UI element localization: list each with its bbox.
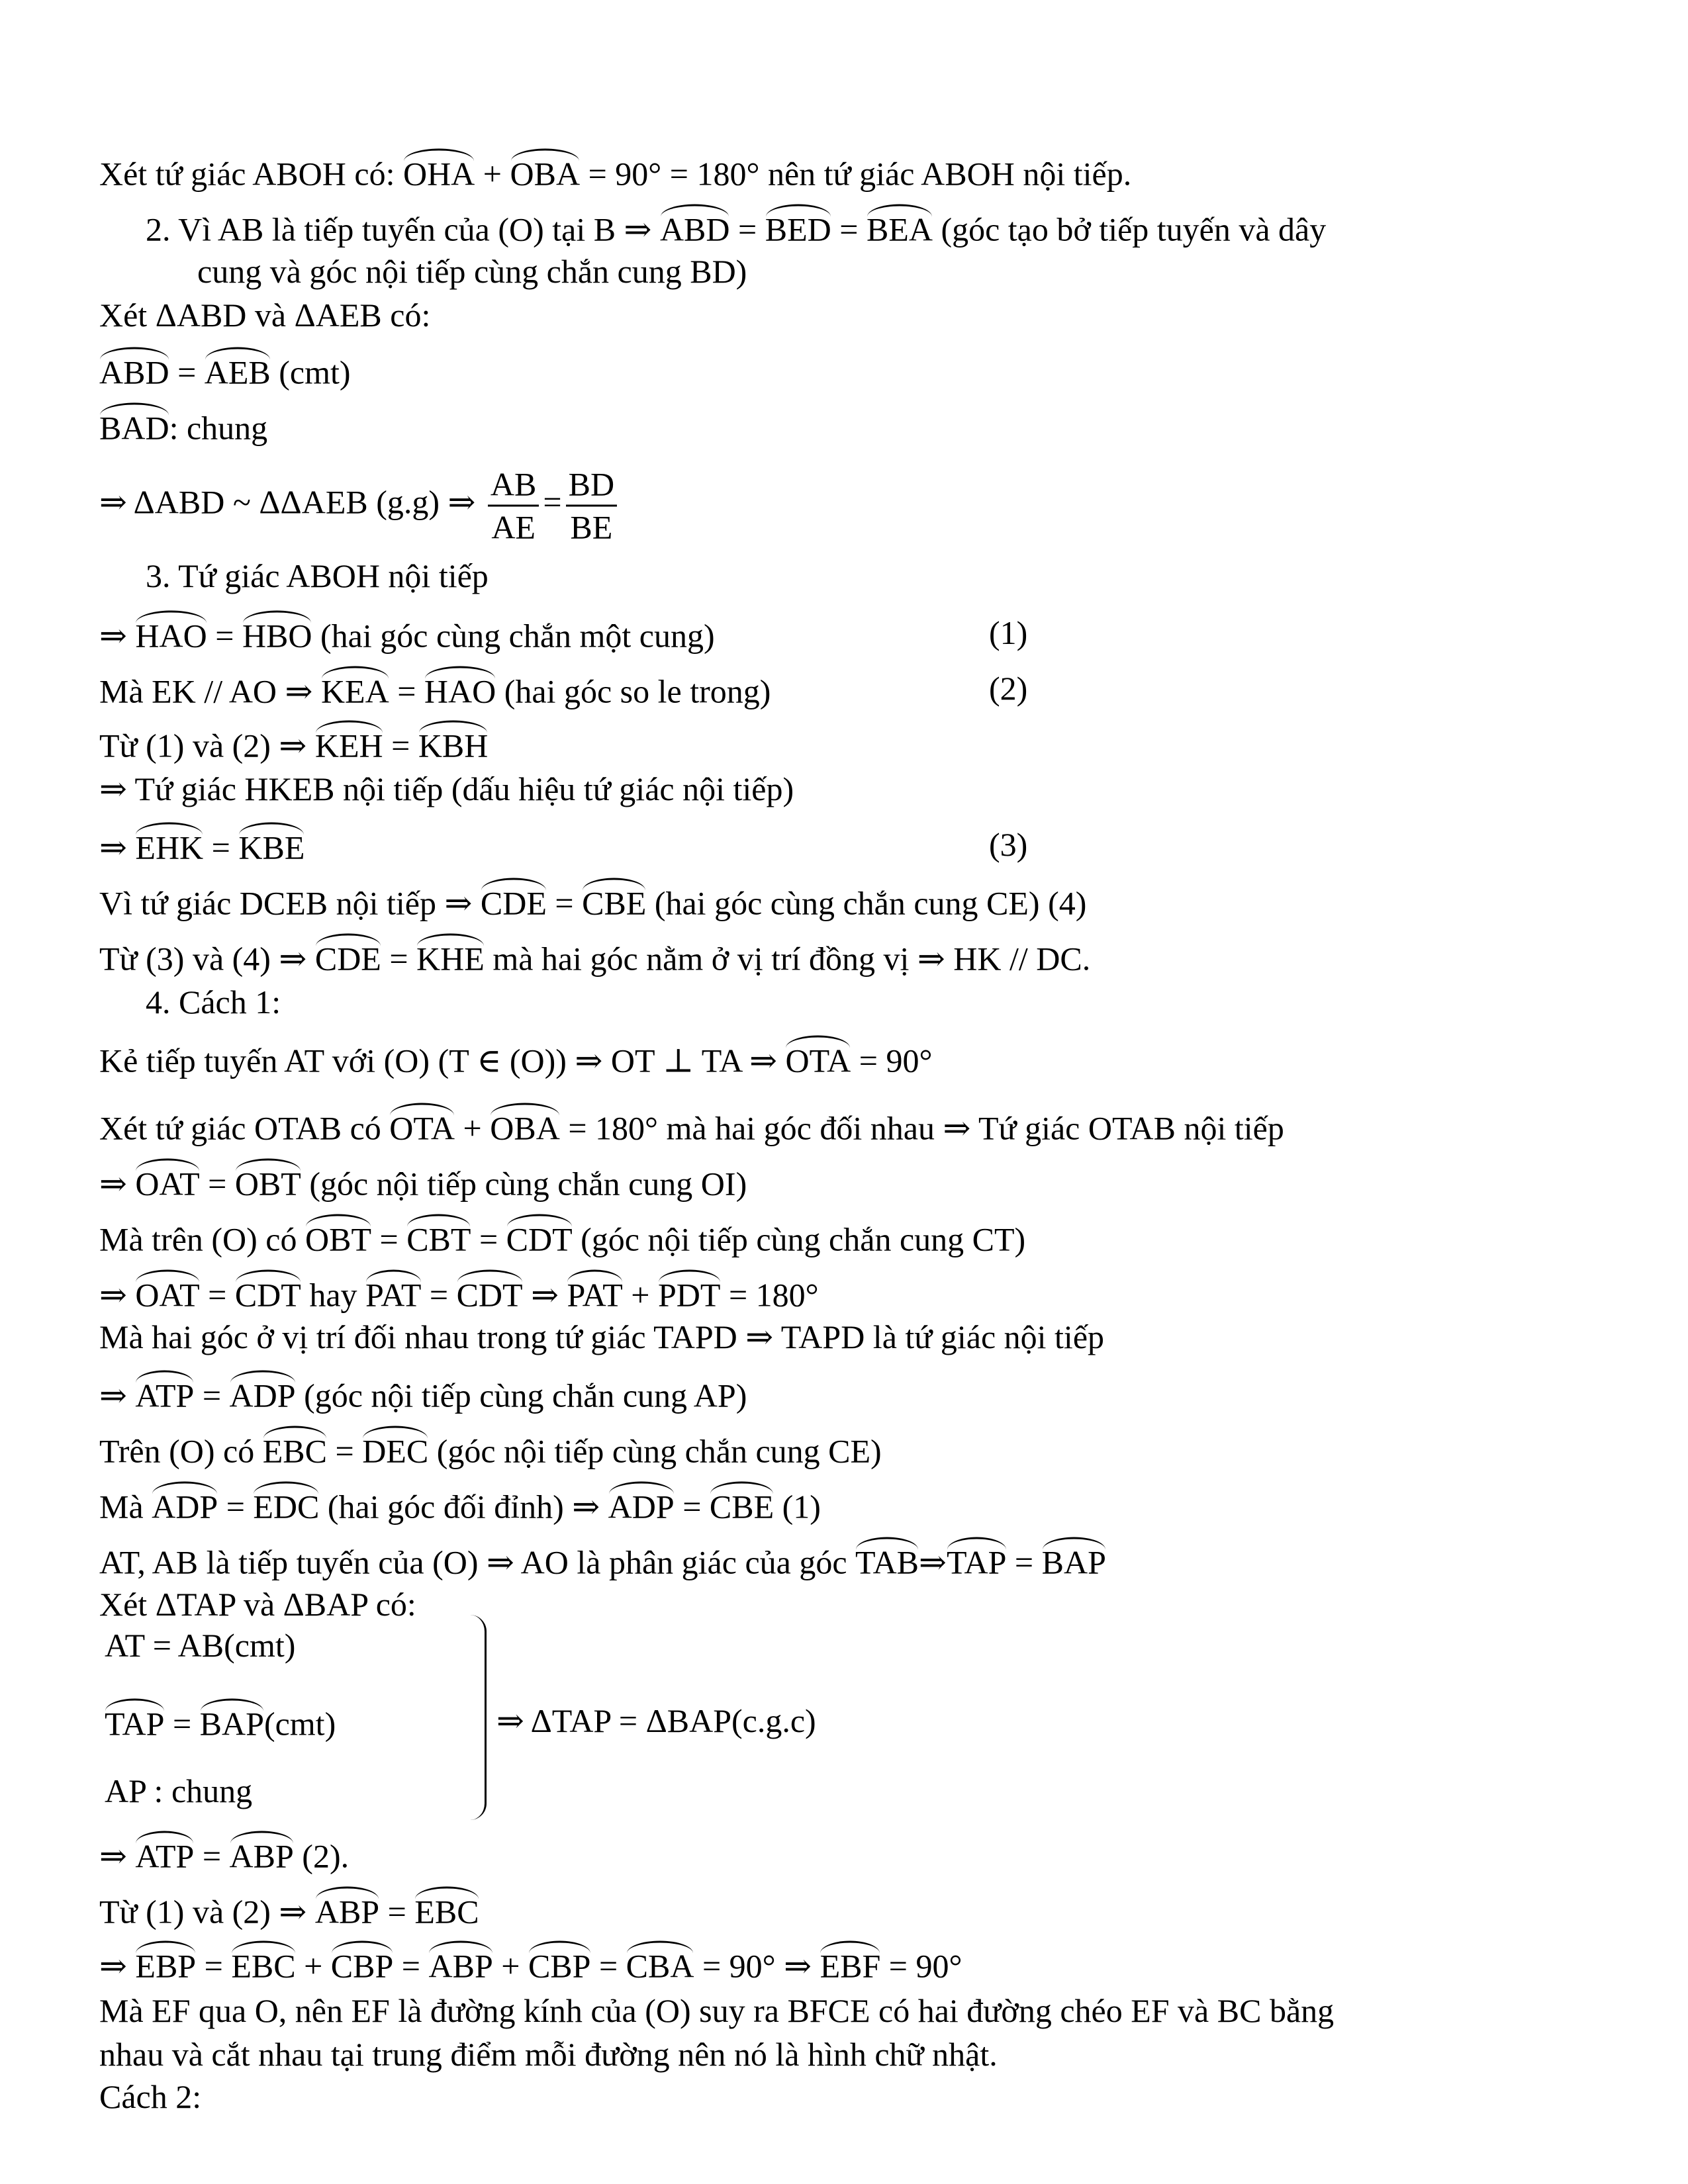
angle: CDE (481, 881, 547, 920)
angle: OTA (785, 1038, 851, 1077)
line-hao-hbo: ⇒ HAO = HBO (hai góc cùng chắn một cung) (99, 614, 715, 653)
line-tapd-cyclic: Mà hai góc ở vị trí đối nhau trong tứ giác TAPD ⇒ TAPD là tứ giác nội tiếp (99, 1318, 1105, 1355)
angle: OAT (135, 1273, 199, 1312)
angle: ABP (315, 1889, 379, 1929)
line-ebc-dec: Trên (O) có EBC = DEC (góc nội tiếp cùng chắn cung CE) (99, 1429, 882, 1468)
angle: CDT (457, 1273, 523, 1312)
line-oat-obt: ⇒ OAT = OBT (góc nội tiếp cùng chắn cung OI) (99, 1161, 747, 1201)
angle: TAB (855, 1540, 919, 1579)
angle: OAT (135, 1161, 199, 1201)
equation-tag-3: (3) (989, 826, 1028, 863)
line-atp-abp: ⇒ ATP = ABP (2). (99, 1834, 349, 1873)
angle: BEA (867, 207, 933, 246)
angle: PAT (365, 1273, 421, 1312)
angle: KEA (321, 669, 389, 708)
line-pat-pdt: ⇒ OAT = CDT hay PAT = CDT ⇒ PAT + PDT = 180° (99, 1273, 819, 1312)
line-similar-triangles: ⇒ ΔABD ~ ΔΔAEB (g.g) ⇒ $\frac{AB}{AE}$ = $\frac{BD}{BE}$ (99, 468, 621, 544)
angle: PDT (658, 1273, 720, 1312)
angle: OBT (305, 1217, 371, 1256)
line-dceb-cyclic: Vì tứ giác DCEB nội tiếp ⇒ CDE = CBE (hai góc cùng chắn cung CE) (4) (99, 881, 1086, 920)
line-hk-parallel-dc: Từ (3) và (4) ⇒ CDE = KHE mà hai góc nằm ở vị trí đồng vị ⇒ HK // DC. (99, 936, 1090, 976)
angle: ADP (152, 1484, 218, 1524)
line-ehk-kbe: ⇒ EHK = KBE (99, 825, 305, 864)
line-keh-kbh: Từ (1) và (2) ⇒ KEH = KBH (99, 723, 488, 762)
item-2: 2. Vì AB là tiếp tuyến của (O) tại B ⇒ ABD = BED = BEA (góc tạo bở tiếp tuyến và dây (146, 207, 1326, 246)
line-conclusion-1: Mà EF qua O, nên EF là đường kính của (O) suy ra BFCE có hai đường chéo EF và BC bằng (99, 1992, 1335, 2029)
angle: HAO (424, 669, 496, 708)
equation-tag-1: (1) (989, 614, 1028, 651)
equation-tag-2: (2) (989, 670, 1028, 707)
angle: KBH (418, 723, 489, 762)
line-obt-cbt-cdt: Mà trên (O) có OBT = CBT = CDT (góc nội tiếp cùng chắn cung CT) (99, 1217, 1025, 1256)
angle: CBP (528, 1944, 591, 1983)
angle: EBC (231, 1944, 295, 1983)
angle: CDT (235, 1273, 301, 1312)
system-row-1: AT = AB(cmt) (105, 1627, 296, 1664)
angle: CDE (315, 936, 381, 976)
line-abp-ebc: Từ (1) và (2) ⇒ ABP = EBC (99, 1889, 479, 1929)
line-bad-common: BAD: chung (99, 406, 267, 445)
line-conclusion-2: nhau và cắt nhau tại trung điểm mỗi đường nên nó là hình chữ nhật. (99, 2036, 998, 2073)
angle: EDC (253, 1484, 319, 1524)
line-hkeb-cyclic: ⇒ Tứ giác HKEB nội tiếp (dấu hiệu tứ giác nội tiếp) (99, 770, 794, 807)
angle-obA: OBA (510, 152, 581, 191)
equation-system (99, 1615, 960, 1827)
line-tangent-at: Kẻ tiếp tuyến AT với (O) (T ∈ (O)) ⇒ OT ⊥ TA ⇒ OTA = 90° (99, 1038, 932, 1077)
angle: KBE (238, 825, 305, 864)
angle: DEC (362, 1429, 428, 1468)
system-row-2: TAP = BAP(cmt) (105, 1702, 336, 1741)
angle: EBF (820, 1944, 881, 1983)
angle: EHK (135, 825, 203, 864)
angle: KEH (315, 723, 383, 762)
item-3: 3. Tứ giác ABOH nội tiếp (146, 557, 489, 594)
item-4: 4. Cách 1: (146, 983, 281, 1021)
angle: EBC (414, 1889, 479, 1929)
line-consider-triangles: Xét ΔABD và ΔAEB có: (99, 296, 431, 334)
angle: BAD (99, 406, 169, 445)
angle: CBT (406, 1217, 471, 1256)
angle: AEB (205, 350, 271, 389)
angle: KHE (416, 936, 485, 976)
right-brace (470, 1615, 487, 1820)
line-method-2: Cách 2: (99, 2078, 202, 2115)
angle: PAT (567, 1273, 622, 1312)
line-bisector: AT, AB là tiếp tuyến của (O) ⇒ AO là phân giác của góc TAB⇒TAP = BAP (99, 1540, 1106, 1579)
angle: OBT (235, 1161, 301, 1201)
angle: EBC (263, 1429, 327, 1468)
fraction-ab-ae: $\frac{AB}{AE}$ (488, 468, 539, 544)
line-abd-aeb: ABD = AEB (cmt) (99, 350, 351, 389)
angle: BED (765, 207, 831, 246)
angle: OBA (490, 1106, 560, 1145)
system-row-3: AP : chung (105, 1772, 253, 1809)
line-otab-cyclic: Xét tứ giác OTAB có OTA + OBA = 180° mà hai góc đối nhau ⇒ Tứ giác OTAB nội tiếp (99, 1106, 1284, 1145)
angle: OTA (389, 1106, 455, 1145)
line-kea-hao: Mà EK // AO ⇒ KEA = HAO (hai góc so le trong) (99, 669, 771, 708)
angle: CBP (331, 1944, 394, 1983)
line-consider-tap-bap: Xét ΔTAP và ΔBAP có: (99, 1586, 416, 1623)
line-adp-edc: Mà ADP = EDC (hai góc đối đỉnh) ⇒ ADP = CBE (1) (99, 1484, 821, 1524)
angle: CBA (626, 1944, 694, 1983)
angle: ABD (660, 207, 730, 246)
system-result: ⇒ ΔTAP = ΔBAP(c.g.c) (496, 1702, 816, 1739)
angle: CDT (506, 1217, 573, 1256)
angle: HBO (242, 614, 312, 653)
fraction-bd-be: $\frac{BD}{BE}$ (566, 468, 617, 544)
angle: ADP (608, 1484, 675, 1524)
angle: ABD (99, 350, 169, 389)
angle: CBE (582, 881, 646, 920)
angle: TAP (947, 1540, 1006, 1579)
item-2-cont: cung và góc nội tiếp cùng chắn cung BD) (197, 253, 747, 290)
angle: BAP (1042, 1540, 1106, 1579)
line-quadrilateral-aboh: Xét tứ giác ABOH có: OHA + OBA = 90° = 180° nên tứ giác ABOH nội tiếp. (99, 152, 1131, 191)
angle: EBP (135, 1944, 196, 1983)
line-atp-adp: ⇒ ATP = ADP (góc nội tiếp cùng chắn cung AP) (99, 1373, 747, 1412)
angle: ATP (135, 1834, 194, 1873)
angle: TAP (105, 1702, 164, 1741)
angle: BAP (200, 1702, 264, 1741)
angle: ADP (230, 1373, 296, 1412)
angle: HAO (135, 614, 207, 653)
angle: ABP (230, 1834, 294, 1873)
angle: ATP (135, 1373, 194, 1412)
line-ebf-90: ⇒ EBP = EBC + CBP = ABP + CBP = CBA = 90° ⇒ EBF = 90° (99, 1944, 962, 1983)
angle: ABP (428, 1944, 492, 1983)
angle-ohA: OHA (403, 152, 475, 191)
angle: CBE (710, 1484, 774, 1524)
